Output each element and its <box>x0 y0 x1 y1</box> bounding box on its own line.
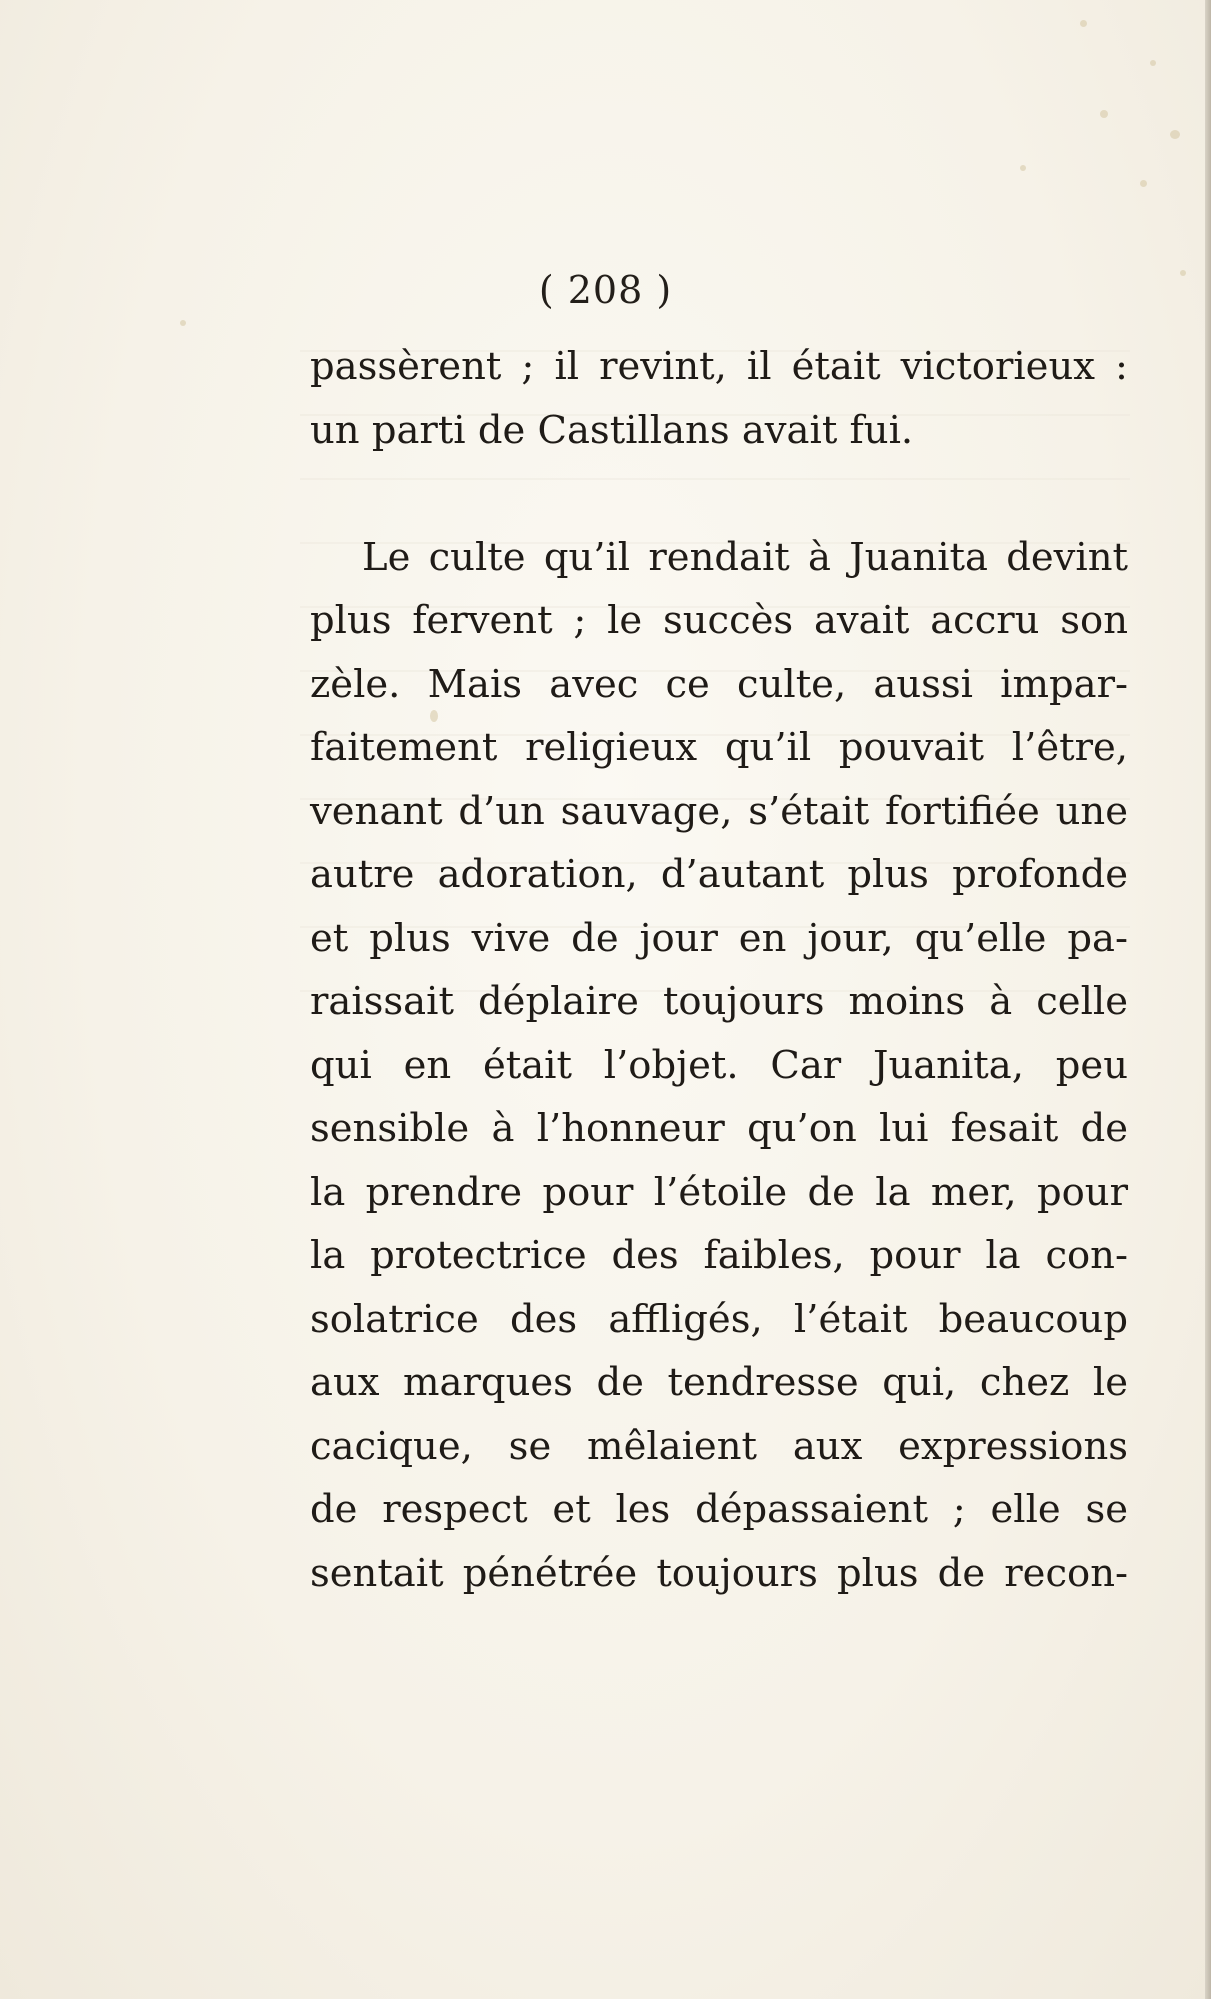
foxing-spot <box>1170 130 1180 139</box>
text-line: de respect et les dépassaient ; elle se <box>310 1487 1128 1532</box>
text-line: la prendre pour l’étoile de la mer, pour <box>310 1169 1128 1215</box>
paragraph-2 <box>310 526 1128 1606</box>
text-line: sentait pénétrée toujours plus de recon- <box>310 1550 1128 1596</box>
foxing-spot <box>1140 180 1147 187</box>
text-line: raissait déplaire toujours moins à celle <box>310 979 1128 1024</box>
text-line: un parti de Castillans avait fui. <box>310 407 914 453</box>
foxing-spot <box>1100 110 1108 118</box>
paragraph-1 <box>310 335 1128 462</box>
text-line: la protectrice des faibles, pour la con- <box>310 1233 1128 1278</box>
foxing-spot <box>1080 20 1087 27</box>
text-line: sensible à l’honneur qu’on lui fesait de <box>310 1106 1128 1151</box>
paragraph-gap <box>310 462 1128 526</box>
foxing-spot <box>180 320 186 326</box>
text-line: qui en était l’objet. Car Juanita, peu <box>310 1042 1128 1088</box>
text-line: zèle. Mais avec ce culte, aussi impar- <box>310 661 1128 707</box>
text-line: passèrent ; il revint, il était victorieux : <box>310 344 1128 389</box>
body-text <box>310 335 1128 1605</box>
text-line: Le culte qu’il rendait à Juanita devint <box>362 534 1128 580</box>
foxing-spot <box>1020 165 1026 171</box>
foxing-spot <box>1150 60 1156 66</box>
text-line: cacique, se mêlaient aux expressions <box>310 1423 1128 1469</box>
text-line: faitement religieux qu’il pouvait l’être, <box>310 725 1128 770</box>
text-line: et plus vive de jour en jour, qu’elle pa- <box>310 915 1128 961</box>
text-line: plus fervent ; le succès avait accru son <box>310 598 1128 643</box>
text-line: venant d’un sauvage, s’était fortifiée une <box>310 788 1128 834</box>
text-line: aux marques de tendresse qui, chez le <box>310 1360 1128 1405</box>
page-number: ( 208 ) <box>538 268 673 312</box>
text-line: autre adoration, d’autant plus profonde <box>310 852 1128 897</box>
text-line: solatrice des affligés, l’était beaucoup <box>310 1296 1128 1342</box>
